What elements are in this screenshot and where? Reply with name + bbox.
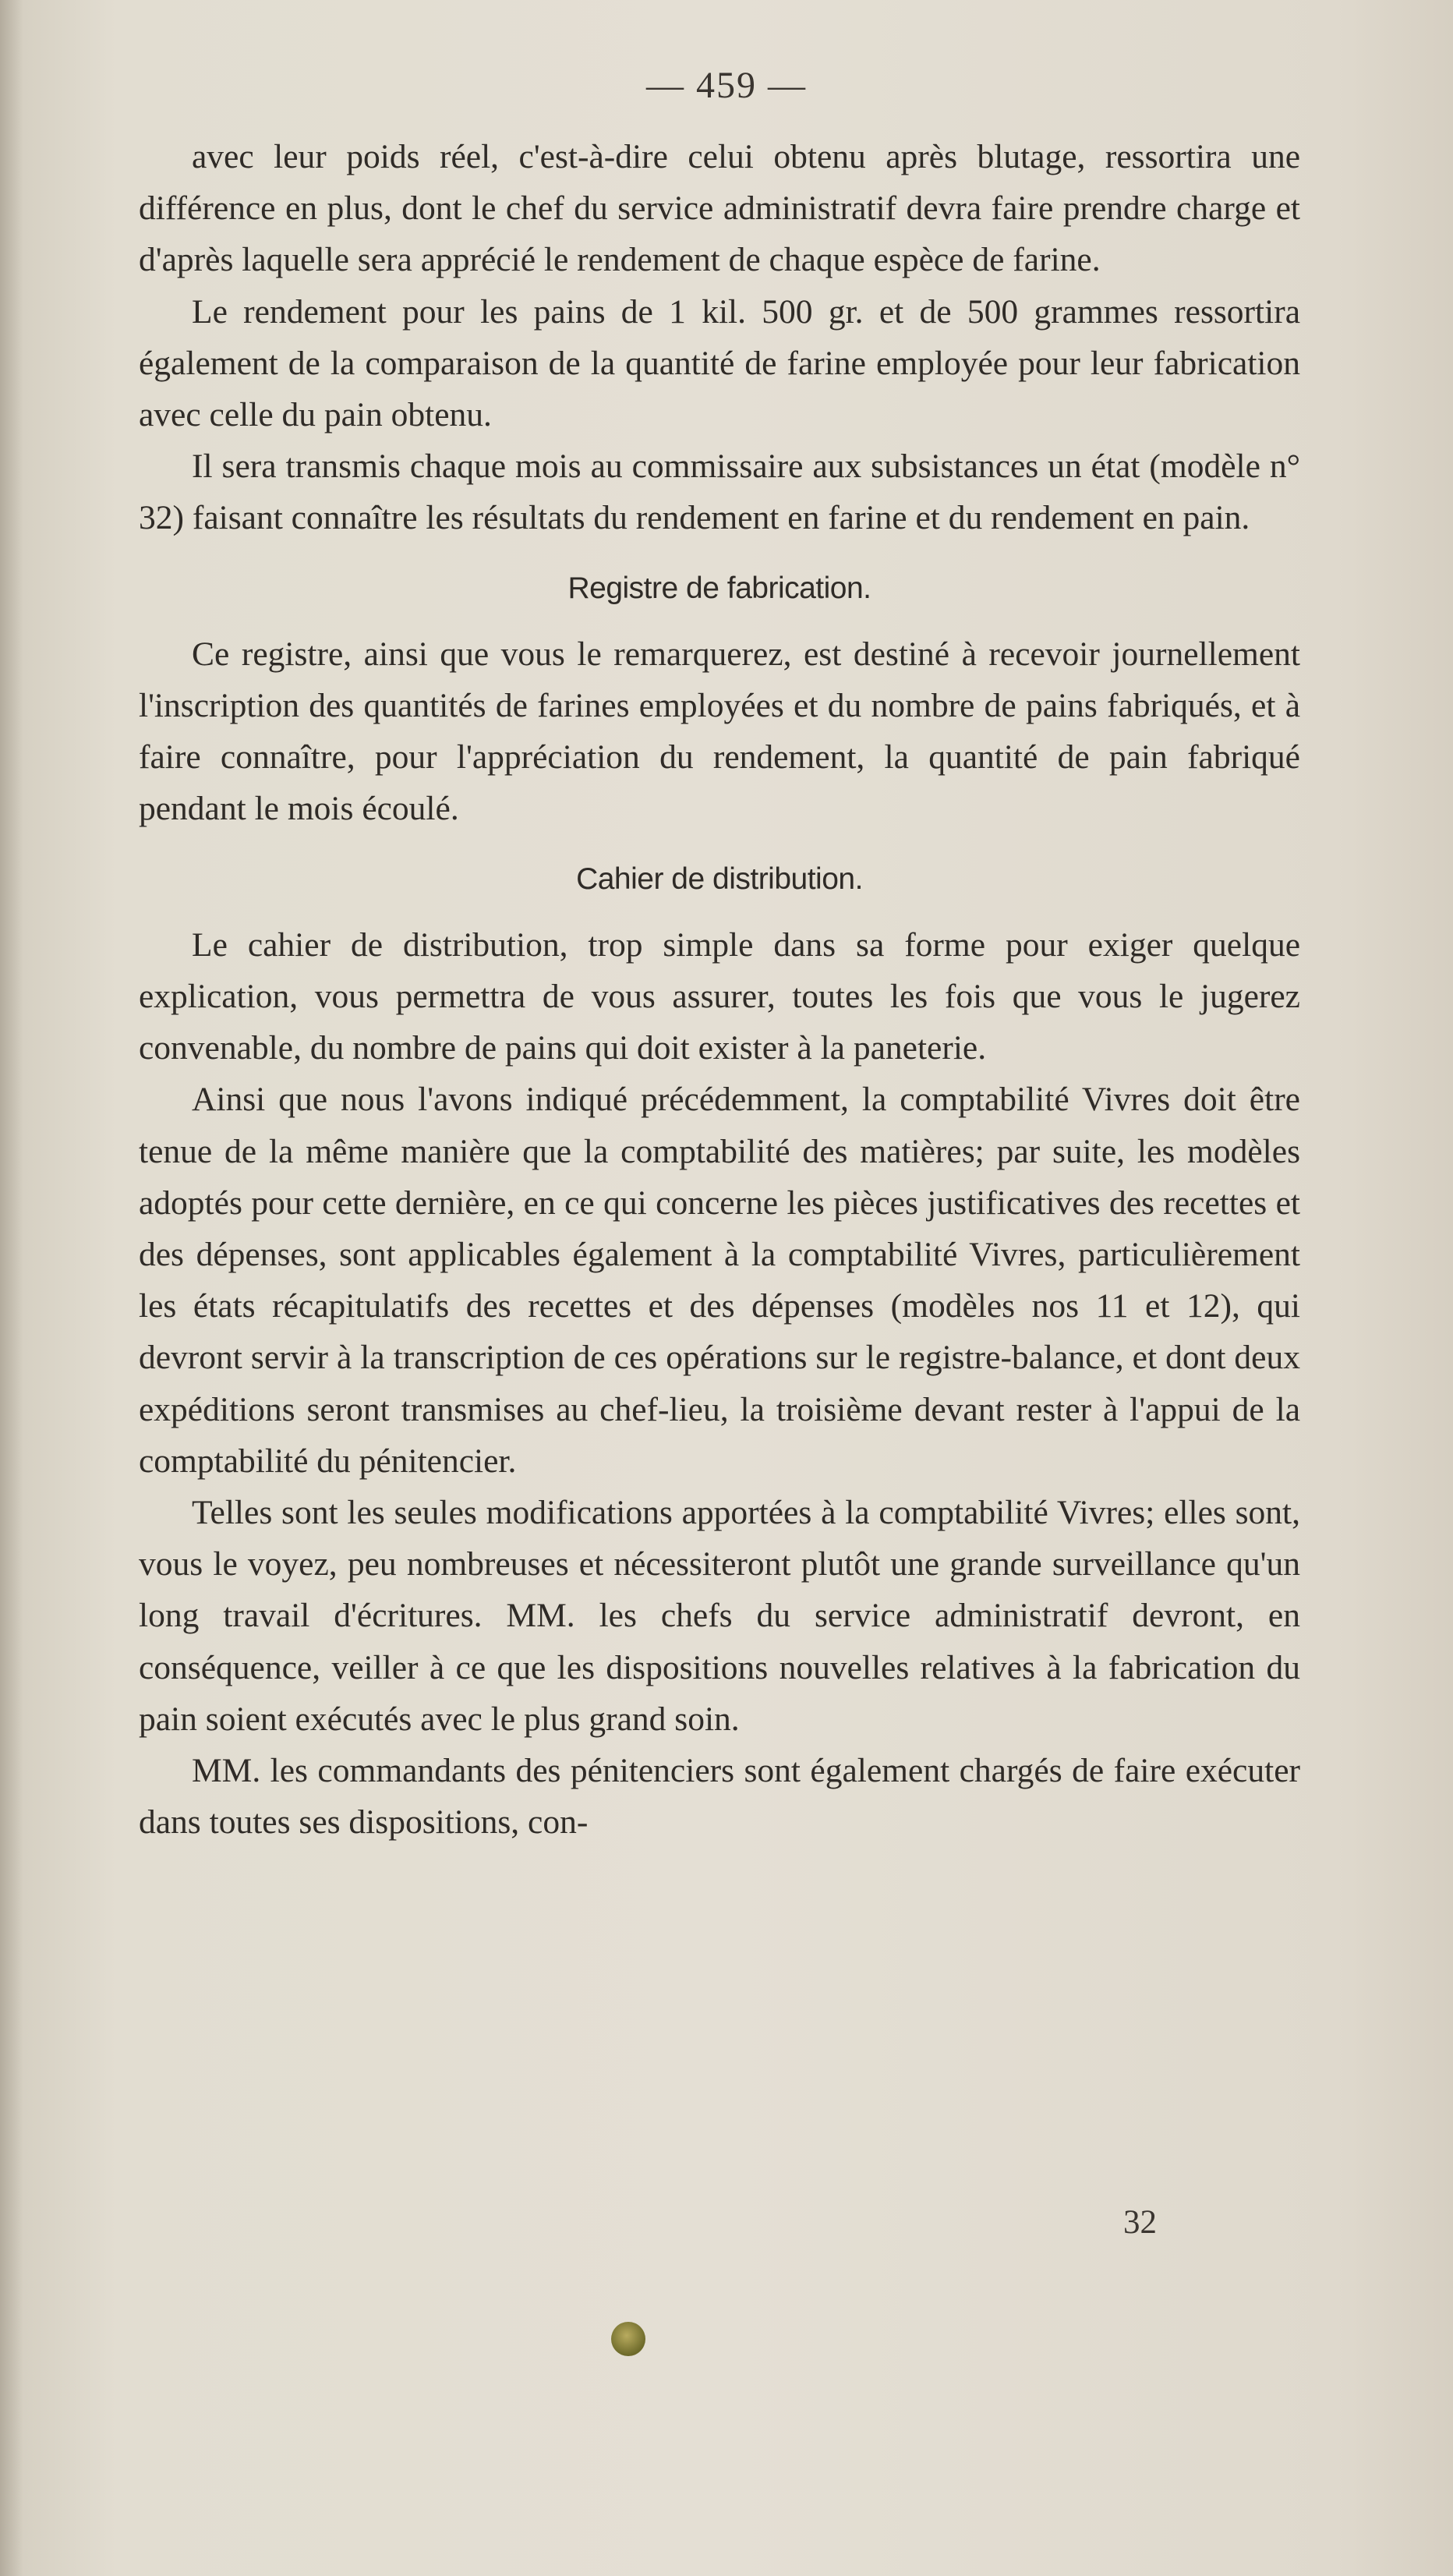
binding-shadow — [0, 0, 23, 2576]
signature-mark: 32 — [1123, 2204, 1157, 2241]
page-number: — 459 — — [646, 65, 807, 106]
paragraph-5: Le cahier de distribution, trop simple dans sa forme pour exiger quelque explication, vous permettra de vous assurer, toutes les fois que vous le jugerez convenable, du nombre de pains qui doit exister à la paneterie. — [139, 925, 1300, 1067]
paragraph-4: Ce registre, ainsi que vous le remarquerez, est destiné à recevoir journellement l'inscription des quantités de farines employées et du nombre de pains fabriqués, et à faire connaître, pour l'appréciation du rendement, la quantité de pain fabriqué pendant le mois écoulé. — [139, 635, 1300, 828]
paragraph-6: Ainsi que nous l'avons indiqué précédemment, la comptabilité Vivres doit être tenue de la même manière que la comptabilité des matières; par suite, les modèles adoptés pour cette dernière, en ce qui concerne les pièces justificatives des recettes et des dépenses, sont applicables également à la comptabilité Vivres, particulièrement les états récapitulatifs des recettes et des dépenses (modèles nos 11 et 12), qui devront servir à la transcription de ces opérations sur le registre-balance, et dont deux expéditions seront transmises au chef-lieu, la troisième devant rester à l'appui de la comptabilité du pénitencier. — [139, 1081, 1300, 1480]
section-heading-registre: Registre de fabrication. — [567, 571, 871, 605]
paragraph-1: avec leur poids réel, c'est-à-dire celui obtenu après blutage, ressortira une différence en plus, dont le chef du service administratif devra faire prendre charge et d'après laquelle sera apprécié le rendement de chaque espèce de farine. — [139, 138, 1300, 279]
paragraph-7: Telles sont les seules modifications apportées à la comptabilité Vivres; elles sont, vous le voyez, peu nombreuses et nécessiteront plutôt une grande surveillance qu'un long travail d'écritures. MM. les chefs du service administratif devront, en conséquence, veiller à ce que les dispositions nouvelles relatives à la fabrication du pain soient exécutés avec le plus grand soin. — [139, 1494, 1300, 1738]
paragraph-8: MM. les commandants des pénitenciers sont également chargés de faire exécuter dans toutes ses dispositions, con- — [139, 1752, 1300, 1842]
section-heading-cahier: Cahier de distribution. — [576, 862, 863, 896]
ink-spot — [611, 2322, 645, 2356]
paragraph-2: Le rendement pour les pains de 1 kil. 500 gr. et de 500 grammes ressortira également de la comparaison de la quantité de farine employée pour leur fabrication avec celle du pain obtenu. — [139, 292, 1300, 434]
paragraph-3: Il sera transmis chaque mois au commissaire aux subsistances un état (modèle n° 32) faisant connaître les résultats du rendement en farine et du rendement en pain. — [139, 448, 1300, 537]
body-text — [139, 131, 1300, 1849]
